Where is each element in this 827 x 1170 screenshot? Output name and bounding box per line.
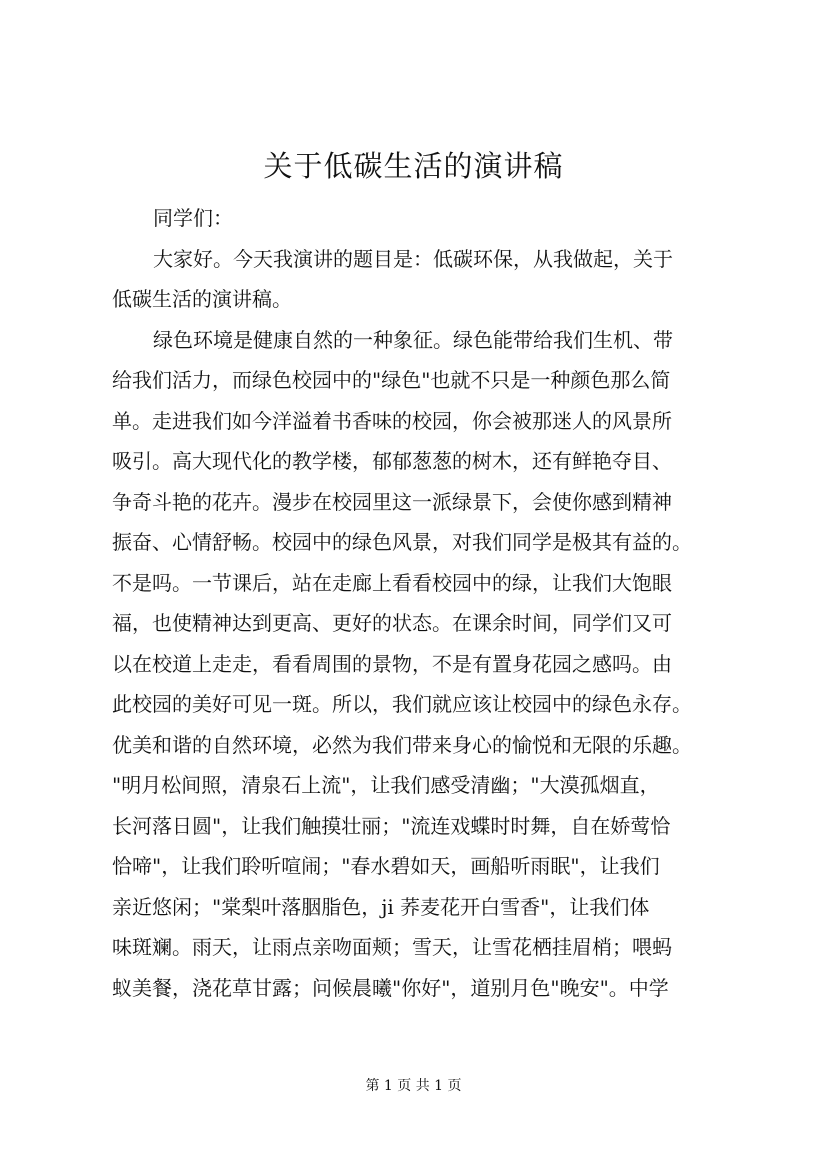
body-line: 吸引。高大现代化的教学楼，郁郁葱葱的树木，还有鲜艳夺目、 xyxy=(112,449,672,473)
body-line: 味斑斓。雨天，让雨点亲吻面颊；雪天，让雪花栖挂眉梢；喂蚂 xyxy=(112,935,672,959)
body-line: 优美和谐的自然环境，必然为我们带来身心的愉悦和无限的乐趣。 xyxy=(112,732,692,757)
document-body xyxy=(112,198,732,1008)
body-line: 蚁美餐，浇花草甘露；问候晨曦"你好"，道别月色"晚安"。中学 xyxy=(112,975,669,1000)
body-line: 同学们： xyxy=(153,206,233,230)
body-line: 亲近悠闲；"棠梨叶落胭脂色，ji 荞麦花开白雪香"，让我们体 xyxy=(112,894,650,919)
body-line: 恰啼"，让我们聆听喧闹；"春水碧如天，画船听雨眠"，让我们 xyxy=(112,854,660,878)
body-line: 不是吗。一节课后，站在走廊上看看校园中的绿，让我们大饱眼 xyxy=(112,570,672,595)
body-line: 福，也使精神达到更高、更好的状态。在课余时间，同学们又可 xyxy=(112,611,672,635)
body-line: 大家好。今天我演讲的题目是：低碳环保，从我做起，关于 xyxy=(153,246,673,271)
body-line: 此校园的美好可见一斑。所以，我们就应该让校园中的绿色永存。 xyxy=(112,692,692,716)
page-footer: 第 1 页 共 1 页 xyxy=(365,1078,462,1094)
body-line: 绿色环境是健康自然的一种象征。绿色能带给我们生机、带 xyxy=(153,327,673,352)
body-line: 给我们活力，而绿色校园中的"绿色"也就不只是一种颜色那么简 xyxy=(112,368,671,392)
body-line: 单。走进我们如今洋溢着书香味的校园，你会被那迷人的风景所 xyxy=(112,408,672,433)
body-line: 以在校道上走走，看看周围的景物，不是有置身花园之感吗。由 xyxy=(112,651,672,676)
document-title: 关于低碳生活的演讲稿 xyxy=(263,149,564,183)
body-line: 振奋、心情舒畅。校园中的绿色风景，对我们同学是极其有益的。 xyxy=(112,530,692,554)
body-line: 低碳生活的演讲稿。 xyxy=(112,287,292,311)
body-line: 长河落日圆"，让我们触摸壮丽；"流连戏蝶时时舞，自在娇莺恰 xyxy=(112,813,671,838)
body-line: 争奇斗艳的花卉。漫步在校园里这一派绿景下，会使你感到精神 xyxy=(112,489,672,514)
body-line: "明月松间照，清泉石上流"，让我们感受清幽；"大漠孤烟直， xyxy=(112,773,660,797)
